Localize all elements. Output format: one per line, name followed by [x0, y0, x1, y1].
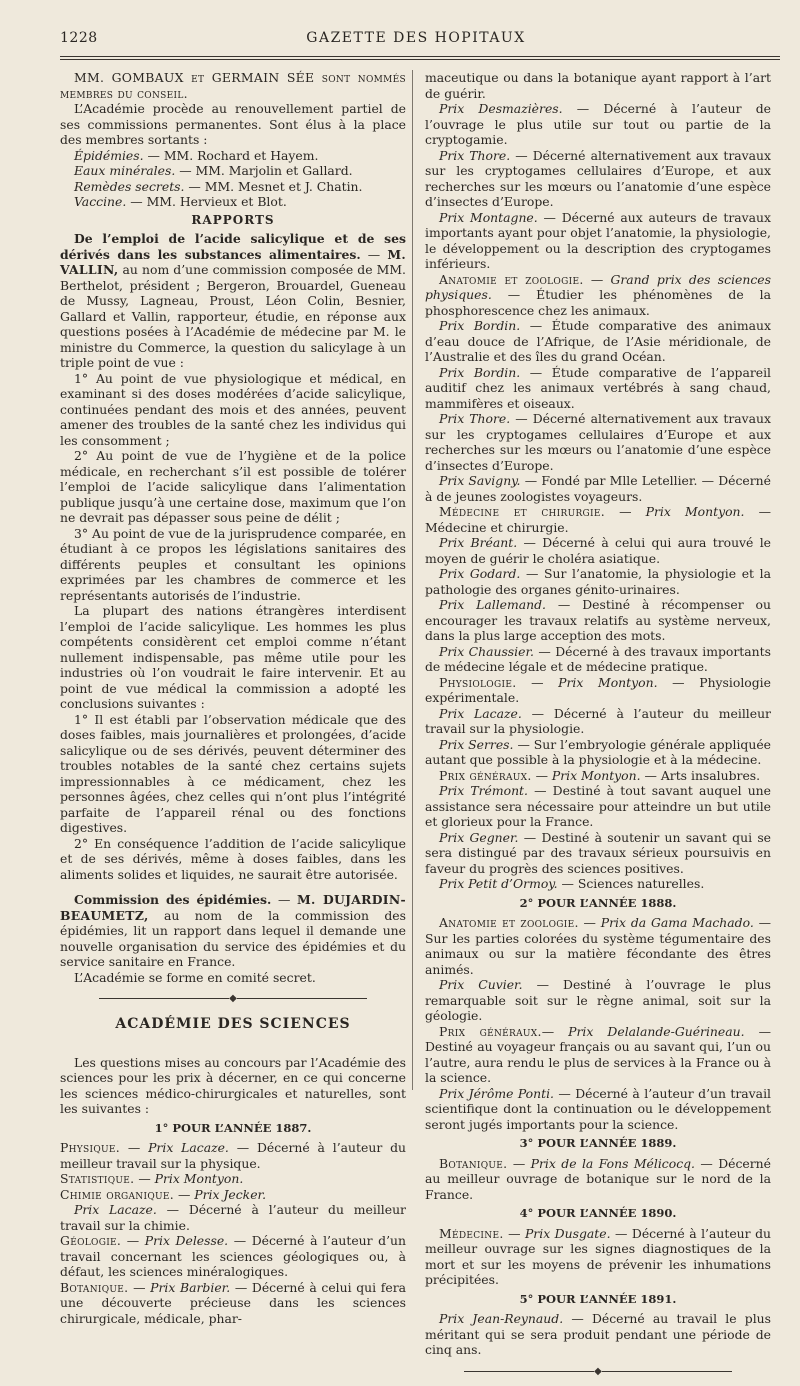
section-heading-sciences: ACADÉMIE DES SCIENCES	[115, 1016, 351, 1032]
prize-item: Prix Thore. — Décerné alternativement aux travaux sur les cryptogames cellulaires d’Europe, et aux recherches sur les mœurs ou l’anatomie d’une espèce d’insectes d’Europe.	[425, 147, 771, 209]
paragraph: Commission des épidémies. — M. DUJARDIN-BEAUMETZ, au nom de la commission des épidémies, lit un rapport dans lequel il demande une nouvelle organisation du service des épidémies et du service sanitaire en France.	[60, 892, 406, 969]
prize-item: Physique. — Prix Lacaze. — Décerné à l’auteur du meilleur travail sur la physique.	[60, 1140, 406, 1171]
prize-item: Prix Petit d’Ormoy. — Sciences naturelles.	[439, 876, 705, 891]
paragraph: MM. GOMBAUX et GERMAIN SÉE sont nommés membres du conseil.	[60, 70, 406, 101]
paragraph: De l’emploi de l’acide salicylique et de ses dérivés dans les substances alimentaires. — M. VALLIN, au nom d’une commission composée de MM. Berthelot, président ; Bergeron, Brouardel, Gueneau de Mussy, Lagneau, Proust, Léon Colin, Besnier, Gallard et Vallin, rapporteur, étudie, en réponse aux questions posées à l’Académie de médecine par M. le ministre du Commerce, la question du salicylage à un triple point de vue :	[60, 231, 406, 370]
prize-item: Prix Godard. — Sur l’anatomie, la physiologie et la pathologie des organes génito-urinaires.	[425, 566, 771, 597]
header-rule	[60, 56, 780, 60]
year-heading: 2° POUR L’ANNÉE 1888.	[519, 895, 677, 910]
paragraph: 3° Au point de vue de la jurisprudence comparée, en étudiant à ce propos les législations sanitaires des différents peuples et consultant les opinions exprimées par les chambres de commerce et les représentants autorisés de l’industrie.	[60, 525, 406, 603]
prize-item: Géologie. — Prix Delesse. — Décerné à l’auteur d’un travail concernant les sciences géologiques ou, à défaut, les sciences minéralogiques.	[60, 1233, 406, 1279]
year-heading: 4° POUR L’ANNÉE 1890.	[519, 1206, 677, 1220]
prize-item: Statistique. — Prix Montyon.	[60, 1171, 244, 1186]
year-heading: 3° POUR L’ANNÉE 1889.	[519, 1136, 677, 1150]
prize-item: Botanique. — Prix Barbier. — Décerné à celui qui fera une découverte précieuse dans les sciences chirurgicale, médicale, phar-	[60, 1279, 407, 1326]
prize-item: Botanique. — Prix de la Fons Mélicocq. — Décerné au meilleur ouvrage de botanique sur le nord de la France.	[425, 1155, 771, 1202]
prize-item: Prix Bordin. — Étude comparative de l’appareil auditif chez les animaux vertébrés à sang chaud, mammifères et oiseaux.	[425, 364, 772, 411]
prize-item: Anatomie et zoologie. — Grand prix des sciences physiques. — Étudier les phénomènes de la phosphorescence chez les animaux.	[425, 271, 771, 318]
commission-item: Remèdes secrets. — MM. Mesnet et J. Chatin.	[74, 178, 363, 194]
year-heading: 5° POUR L’ANNÉE 1891.	[519, 1291, 677, 1306]
prize-item: Prix Desmazières. — Décerné à l’auteur de l’ouvrage le plus utile sur tout ou partie de la cryptogamie.	[425, 101, 771, 147]
prize-item: Chimie organique. — Prix Jecker.	[60, 1186, 267, 1202]
column-divider	[412, 70, 413, 1090]
paragraph: 1° Il est établi par l’observation médicale que des doses faibles, mais journalières et prolongées, d’acide salicylique ou de ses dérivés, peuvent déterminer des troubles notables de la santé chez certains sujets impressionnables à ce médicament, chez les personnes âgées, chez celles qui n’ont plus l’intégrité parfaite de l’appareil rénal ou des fonctions digestives.	[60, 711, 406, 835]
prize-item: Prix Chaussier. — Décerné à des travaux importants de médecine légale et de médecine pratique.	[425, 643, 771, 674]
prize-item: Prix Savigny. — Fondé par Mlle Letellier. — Décerné à de jeunes zoologistes voyageurs.	[425, 473, 771, 504]
paragraph: Les questions mises au concours par l’Académie des sciences pour les prix à décerner, en ce qui concerne les sciences médico-chirurgicales et naturelles, sont les suivantes :	[60, 1054, 406, 1116]
commission-item: Épidémies. — MM. Rochard et Hayem.	[74, 147, 319, 163]
year-heading: 1° POUR L’ANNÉE 1887.	[154, 1120, 312, 1135]
prize-item: Prix Montagne. — Décerné aux auteurs de travaux importants ayant pour objet l’anatomie, la physiologie, le développement ou la description des cryptogames inférieurs.	[425, 209, 771, 271]
prize-item: Prix généraux. — Prix Montyon. — Arts insalubres.	[439, 767, 761, 783]
prize-item: Prix Jean-Reynaud. — Décerné au travail le plus méritant qui se sera produit pendant une période de cinq ans.	[425, 1311, 772, 1357]
prize-item: Prix généraux.— Prix Delalande-Guérineau. — Destiné au voyageur français ou au savant qui, l’un ou l’autre, aura rendu le plus de services à la France ou à la science.	[425, 1023, 771, 1085]
prize-item: Prix Lacaze. — Décerné à l’auteur du meilleur travail sur la chimie.	[60, 1202, 406, 1233]
paragraph: La plupart des nations étrangères interdisent l’emploi de l’acide salicylique. Les hommes les plus compétents considèrent cet emploi comme n’étant nullement indispensable, pas même utile pour les industries où l’on voudrait le faire intervenir. Et au point de vue médical la commission a adopté les conclusions suivantes :	[60, 603, 406, 711]
commission-item: Eaux minérales. — MM. Marjolin et Gallard.	[74, 163, 353, 178]
prize-item: Prix Jérôme Ponti. — Décerné à l’auteur d’un travail scientifique dont la continuation ou le développement seront jugés importants pour la science.	[425, 1085, 771, 1132]
prize-item: Prix Lallemand. — Destiné à récompenser ou encourager les travaux relatifs au système nerveux, dans la plus large acception des mots.	[425, 597, 771, 643]
prize-item: Prix Bréant. — Décerné à celui qui aura trouvé le moyen de guérir le choléra asiatique.	[425, 535, 772, 566]
right-column	[425, 70, 771, 1386]
left-column	[60, 70, 406, 1386]
prize-item: Prix Trémont. — Destiné à tout savant auquel une assistance sera nécessaire pour atteindre un but utile et glorieux pour la France.	[425, 783, 771, 829]
paragraph: L’Académie procède au renouvellement partiel de ses commissions permanentes. Sont élus à la place des membres sortants :	[60, 101, 406, 147]
paragraph: 2° En conséquence l’addition de l’acide salicylique et de ses dérivés, même à doses faibles, dans les aliments solides et liquides, ne saurait être autorisée.	[60, 835, 406, 882]
prize-item: Prix Gegner. — Destiné à soutenir un savant qui se sera distingué par des travaux sérieux poursuivis en faveur du progrès des sciences positives.	[425, 829, 772, 876]
prize-item: Physiologie. — Prix Montyon. — Physiologie expérimentale.	[425, 674, 771, 705]
page-number: 1228	[60, 30, 98, 46]
columns	[60, 70, 780, 1386]
page-title: GAZETTE DES HOPITAUX	[306, 30, 526, 46]
section-heading-rapports: RAPPORTS	[191, 212, 275, 227]
paragraph: maceutique ou dans la botanique ayant rapport à l’art de guérir.	[425, 70, 771, 101]
prize-item: Prix Thore. — Décerné alternativement aux travaux sur les cryptogames cellulaires d’Europe et aux recherches sur les mœurs ou l’anatomie d’une espèce d’insectes d’Europe.	[425, 411, 771, 473]
paragraph: L’Académie se forme en comité secret.	[74, 969, 316, 985]
page-header	[52, 26, 780, 48]
ornament-divider: ◆	[425, 1368, 771, 1376]
ornament-divider: ◆	[60, 995, 406, 1003]
paragraph: 2° Au point de vue de l’hygiène et de la police médicale, en recherchant s’il est possible de tolérer l’emploi de l’acide salicylique dans l’alimentation publique jusqu’à une certaine dose, maximum que l’on ne devrait pas dépasser sous peine de délit ;	[60, 448, 406, 525]
prize-item: Médecine. — Prix Dusgate. — Décerné à l’auteur du meilleur ouvrage sur les signes diagnostiques de la mort et sur les moyens de prévenir les inhumations précipitées.	[425, 1225, 771, 1287]
prize-item: Prix Cuvier. — Destiné à l’ouvrage le plus remarquable soit sur le règne animal, soit sur la géologie.	[425, 977, 771, 1023]
prize-item: Prix Lacaze. — Décerné à l’auteur du meilleur travail sur la physiologie.	[425, 705, 771, 736]
prize-item: Prix Bordin. — Étude comparative des animaux d’eau douce de l’Afrique, de l’Asie méridionale, de l’Australie et des îles du grand Océan.	[425, 318, 772, 364]
prize-item: Anatomie et zoologie. — Prix da Gama Machado. — Sur les parties colorées du système tégumentaire des animaux ou sur la matière fécondante des êtres animés.	[425, 915, 771, 977]
paragraph: 1° Au point de vue physiologique et médical, en examinant si des doses modérées d’acide salicylique, continuées pendant des mois et des années, peuvent amener des troubles de la santé chez les individus qui les consomment ;	[60, 370, 406, 448]
commission-item: Vaccine. — MM. Hervieux et Blot.	[74, 194, 287, 209]
prize-item: Prix Serres. — Sur l’embryologie générale appliquée autant que possible à la physiologie et à la médecine.	[425, 736, 771, 767]
prize-item: Médecine et chirurgie. — Prix Montyon. — Médecine et chirurgie.	[425, 504, 771, 535]
